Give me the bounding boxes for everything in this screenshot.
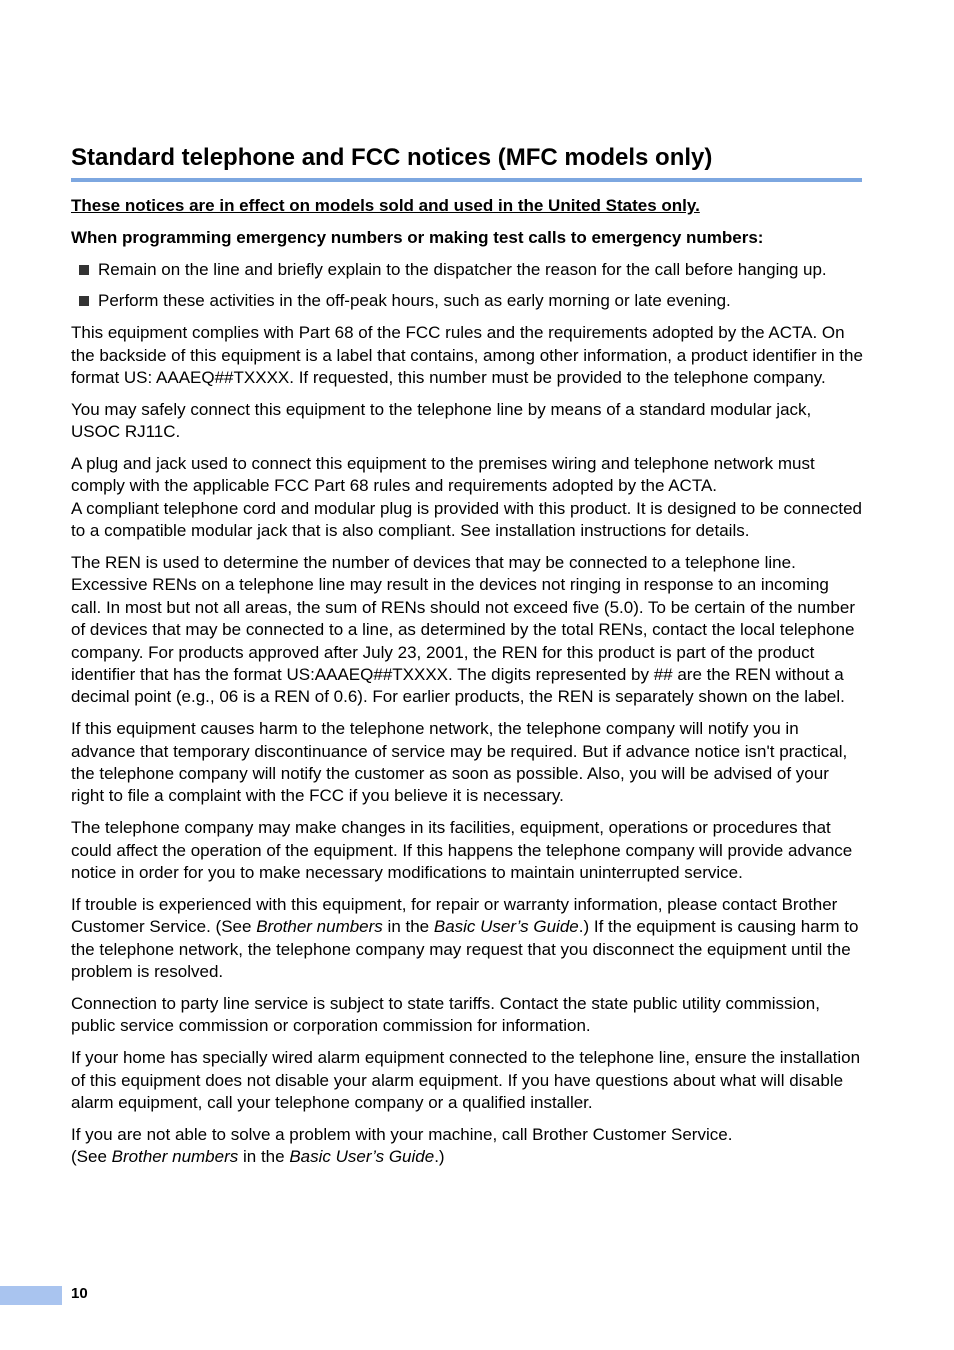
page-number: 10	[71, 1285, 88, 1302]
page-tab-marker	[0, 1286, 62, 1305]
paragraph-network-harm: If this equipment causes harm to the telephone network, the telephone company will notify you in advance that temporary discontinuance of service may be required. But if advance notice isn't practical, the telephone company will notify the customer as soon as possible. Also, you will be advised of your right to file a complaint with the FCC if you believe it is necessary.	[71, 719, 848, 806]
customer-service-pre: (See	[71, 1147, 112, 1167]
paragraph-plug-and-jack-line1: A plug and jack used to connect this equipment to the premises wiring and telephone network must comply with the applicable FCC Part 68 rules and requirements adopted by the ACTA.	[71, 454, 815, 496]
repair-text-post: .) If the equipment is causing harm to the telephone network, the telephone company may request that you disconnect the equipment until the problem is resolved.	[71, 917, 859, 982]
bullet-text: Remain on the line and briefly explain to the dispatcher the reason for the call before hanging up.	[98, 259, 827, 279]
paragraph-plug-and-jack	[71, 453, 863, 543]
paragraph-modular-jack: You may safely connect this equipment to the telephone line by means of a standard modular jack, USOC RJ11C.	[71, 399, 812, 442]
paragraph-party-line: Connection to party line service is subject to state tariffs. Contact the state public utility commission, public service commission or corporation commission for information.	[71, 993, 820, 1036]
customer-service-post: .)	[434, 1147, 445, 1167]
paragraph-alarm: If your home has specially wired alarm equipment connected to the telephone line, ensure the installation of this equipment does not disable your alarm equipment. If you have questions about what will disable alarm equipment, call your telephone company or a qualified installer.	[71, 1048, 861, 1112]
body-text	[71, 195, 863, 1178]
emergency-heading: When programming emergency numbers or making test calls to emergency numbers:	[71, 227, 764, 247]
basic-users-guide-ref: Basic User’s Guide	[289, 1147, 435, 1167]
square-bullet-icon	[79, 296, 89, 306]
paragraph-ren: The REN is used to determine the number of devices that may be connected to a telephone line. Excessive RENs on a telephone line may result in the devices not ringing in response to an incoming call. In most but not all areas, the sum of RENs should not exceed five (5.0). To be certain of the number of devices that may be connected to a line, as determined by the total RENs, contact the local telephone company. For products approved after July 23, 2001, the REN for this product is part of the product identifier that has the format US:AAAEQ##TXXXX. The digits represented by ## are the REN without a decimal point (e.g., 06 is a REN of 0.6). For earlier products, the REN is separately shown on the label.	[71, 553, 855, 707]
repair-text-pre: If trouble is experienced with this equipment, for repair or warranty information, please contact Brother Customer Service. (See	[71, 894, 838, 937]
bullet-text: Perform these activities in the off-peak hours, such as early morning or late evening.	[98, 291, 731, 311]
paragraph-fcc-part68: This equipment complies with Part 68 of the FCC rules and the requirements adopted by the ACTA. On the backside of this equipment is a label that contains, among other information, a product identifier in the format US: AAAEQ##TXXXX. If requested, this number must be provided to the telephone company.	[71, 323, 863, 387]
us-notice-line: These notices are in effect on models sold and used in the United States only.	[71, 196, 700, 215]
paragraph-repair	[71, 894, 863, 984]
section-heading: Standard telephone and FCC notices (MFC models only)	[71, 144, 713, 171]
paragraph-plug-and-jack-line2: A compliant telephone cord and modular plug is provided with this product. It is designed to be connected to a compatible modular jack that is also compliant. See installation instructions for details.	[71, 498, 862, 541]
repair-text-mid: in the	[382, 917, 434, 937]
bullet-item	[71, 259, 863, 281]
customer-service-line1: If you are not able to solve a problem with your machine, call Brother Customer Service.	[71, 1124, 733, 1144]
paragraph-customer-service	[71, 1124, 863, 1169]
bullet-item	[71, 290, 863, 312]
brother-numbers-ref: Brother numbers	[111, 1147, 239, 1167]
paragraph-telco-changes: The telephone company may make changes in its facilities, equipment, operations or procedures that could affect the operation of the equipment. If this happens the telephone company will provide advance notice in order for you to make necessary modifications to maintain uninterrupted service.	[71, 818, 853, 883]
heading-rule	[71, 178, 862, 182]
basic-users-guide-ref: Basic User’s Guide	[433, 917, 579, 937]
customer-service-mid: in the	[238, 1147, 290, 1167]
brother-numbers-ref: Brother numbers	[256, 917, 383, 937]
square-bullet-icon	[79, 265, 89, 275]
